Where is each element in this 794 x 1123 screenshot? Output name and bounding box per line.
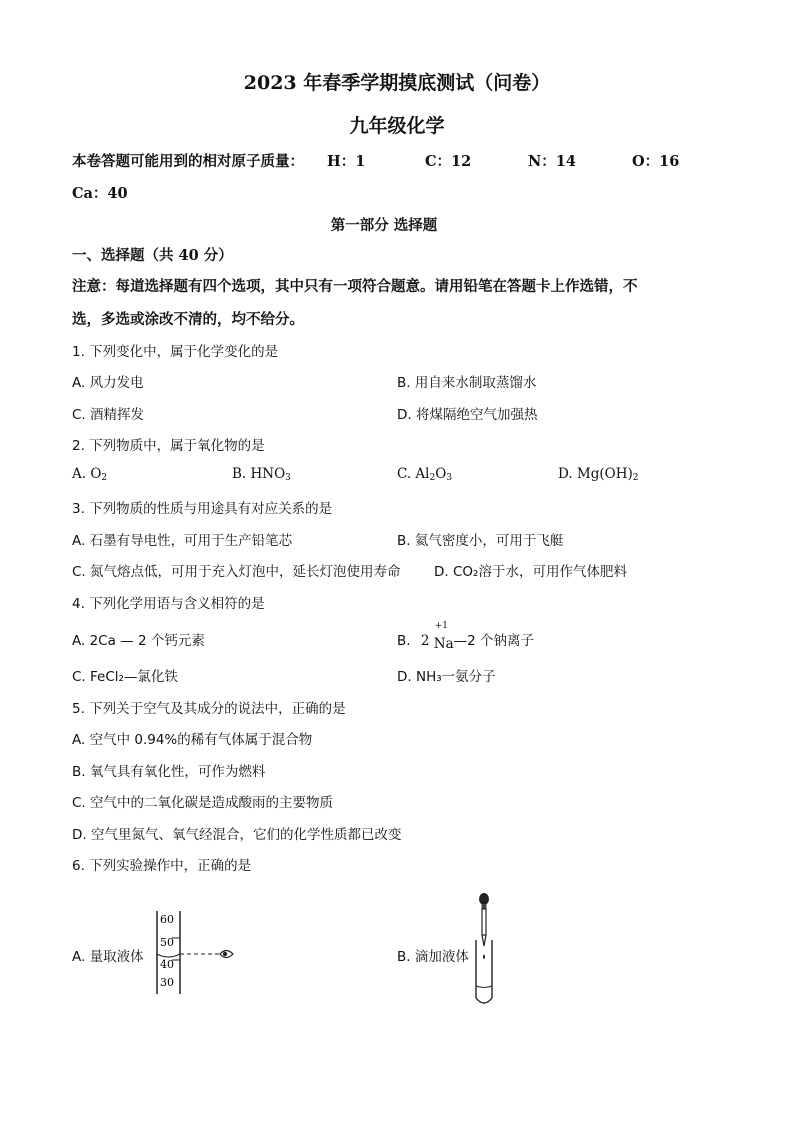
q4b-symbol: Na	[433, 636, 454, 652]
meniscus	[157, 954, 180, 957]
q2-option-d: D. $Mg(OH)_2$	[558, 466, 639, 483]
q4-option-a: A. 2Ca — 2 个钙元素	[72, 633, 205, 649]
exam-title: 2023 年春季学期摸底测试（问卷）	[243, 72, 551, 94]
q3-option-c: C. 氮气熔点低，可用于充入灯泡中，延长灯泡使用寿命	[72, 564, 401, 580]
atomic-mass-h: H：1	[327, 153, 366, 170]
exam-subtitle: 九年级化学	[349, 115, 445, 137]
scale-label-30: 30	[160, 976, 174, 989]
test-tube-icon	[476, 940, 492, 1003]
atomic-mass-n: N：14	[528, 153, 576, 170]
q4b-meaning: —2 个钠离子	[453, 633, 535, 649]
graduated-cylinder-figure	[150, 908, 245, 998]
q2-option-c: C. $Al_2O_3$	[397, 466, 453, 483]
q2-stem: 2. 下列物质中，属于氧化物的是	[72, 438, 265, 454]
q3-option-a: A. 石墨有导电性，可用于生产铅笔芯	[72, 533, 293, 549]
q4-stem: 4. 下列化学用语与含义相符的是	[72, 596, 265, 612]
notice-line-2: 选，多选或涂改不清的，均不给分。	[72, 311, 304, 328]
part-heading: 第一部分 选择题	[330, 217, 438, 234]
q5-stem: 5. 下列关于空气及其成分的说法中，正确的是	[72, 701, 346, 717]
q5-option-a: A. 空气中 0.94%的稀有气体属于混合物	[72, 732, 313, 748]
dropper-icon	[479, 893, 489, 946]
q6-option-a: A. 量取液体	[72, 949, 144, 965]
q1-option-a: A. 风力发电	[72, 375, 144, 391]
q5-option-d: D. 空气里氮气、氧气经混合，它们的化学性质都已改变	[72, 827, 402, 843]
q2-option-b: B. $HNO_3$	[232, 466, 291, 483]
scale-label-50: 50	[160, 936, 174, 949]
q4b-coefficient: 2	[420, 633, 434, 649]
atomic-mass-o: O：16	[632, 153, 680, 170]
q6-option-b: B. 滴加液体	[397, 949, 469, 965]
scale-label-60: 60	[160, 913, 174, 926]
q1-option-d: D. 将煤隔绝空气加强热	[397, 407, 538, 423]
q1-stem: 1. 下列变化中，属于化学变化的是	[72, 344, 279, 360]
atomic-mass-c: C：12	[425, 153, 472, 170]
q6-stem: 6. 下列实验操作中，正确的是	[72, 858, 252, 874]
atomic-mass-label: 本卷答题可能用到的相对原子质量：	[72, 153, 304, 170]
q2-option-a: A. $O_2$	[72, 466, 108, 483]
q1-option-b: B. 用自来水制取蒸馏水	[397, 375, 537, 391]
atomic-mass-ca: Ca：40	[72, 185, 128, 202]
q3-option-d: D. CO₂溶于水，可用作气体肥料	[434, 564, 627, 580]
q4-option-b: B. 2 +1 Na—2 个钠离子	[397, 621, 535, 652]
q5-option-b: B. 氧气具有氧化性，可作为燃料	[72, 764, 266, 780]
q3-stem: 3. 下列物质的性质与用途具有对应关系的是	[72, 501, 333, 517]
notice-line-1: 注意：每道选择题有四个选项，其中只有一项符合题意。请用铅笔在答题卡上作选错，不	[72, 278, 638, 295]
section-heading: 一、选择题（共 40 分）	[72, 247, 233, 264]
q4b-charge: +1	[434, 621, 449, 631]
q4-option-d: D. NH₃一氨分子	[397, 669, 496, 685]
q1-option-c: C. 酒精挥发	[72, 407, 145, 423]
scale-label-40: 40	[160, 958, 174, 971]
q3-option-b: B. 氦气密度小，可用于飞艇	[397, 533, 564, 549]
q4-option-c: C. FeCl₂—氯化铁	[72, 669, 178, 685]
eye-icon	[220, 951, 233, 958]
dropper-test-tube-figure	[470, 890, 500, 1010]
q5-option-c: C. 空气中的二氧化碳是造成酸雨的主要物质	[72, 795, 334, 811]
